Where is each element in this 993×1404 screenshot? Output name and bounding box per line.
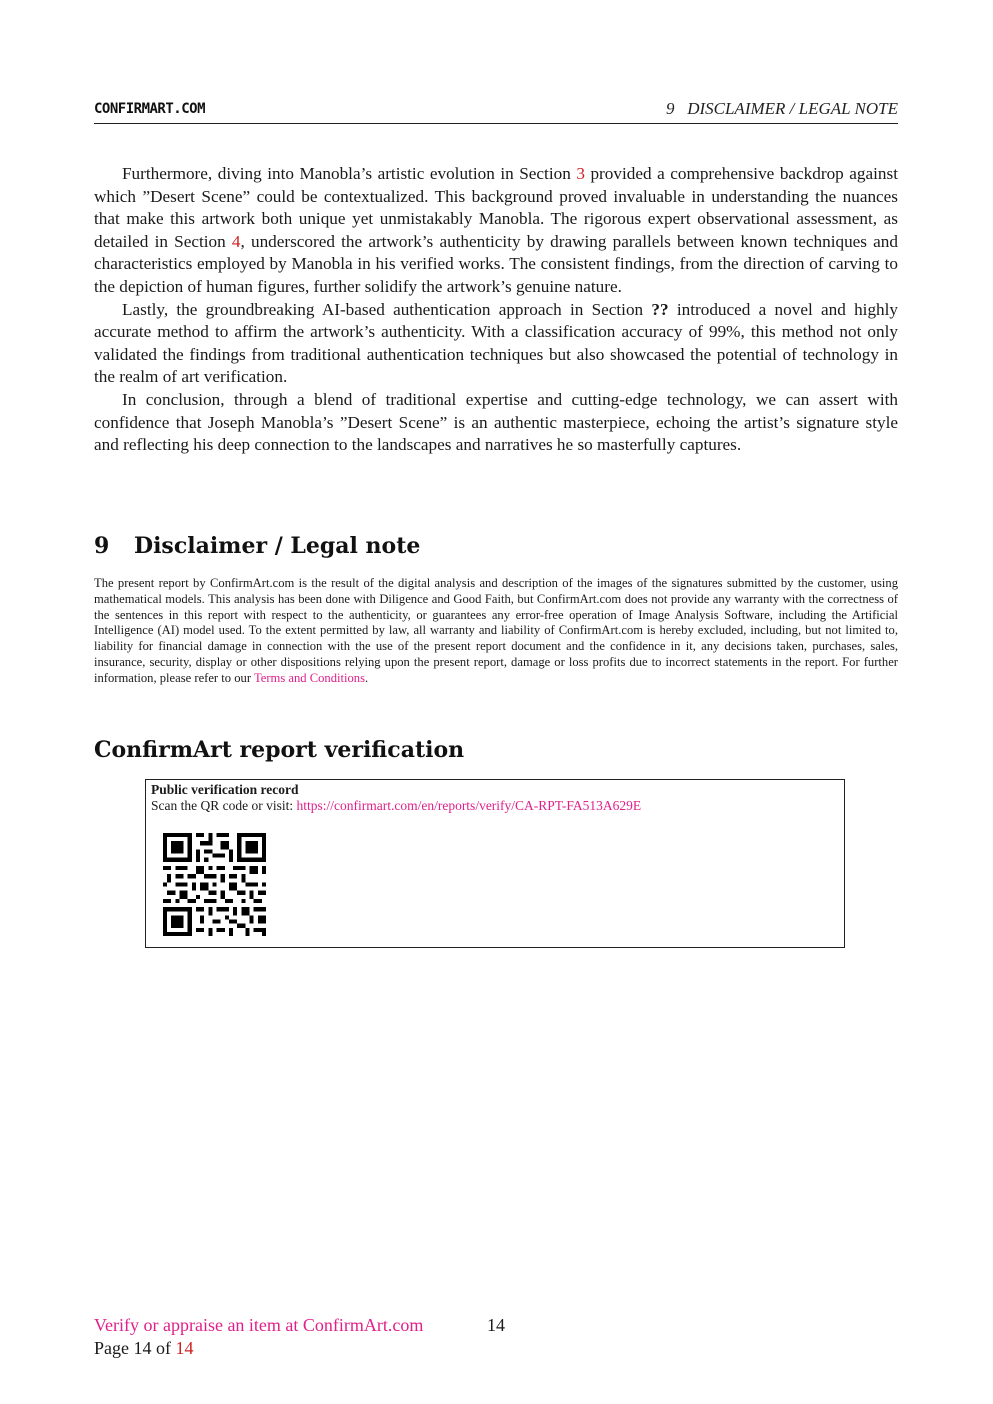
page-prefix: Page 14 of [94,1338,176,1358]
page-counter [94,1338,193,1359]
p2-text-b: introduced a novel and highly accurate method to affirm the artwork’s authenticity. With a classification accuracy of 99%, this method not only validated the findings from traditional authentication techniques but also showcased the potential of technology in the realm of art verification. [94,299,898,387]
footer-confirmart-link[interactable]: Verify or appraise an item at ConfirmArt.com [94,1315,424,1335]
paragraph-1 [94,163,898,299]
disclaimer-body: The present report by ConfirmArt.com is the result of the digital analysis and description of the images of the signatures submitted by the customer, using mathematical models. This analysis has been done with Diligence and Good Faith, but ConfirmArt.com does not provide any warranty with the correctness of the sentences in this report with respect to the authenticity, or guarantees any error-free operation of Image Analysis Software, including the Artificial Intelligence (AI) model used. To the extent permitted by law, all warranty and liability of ConfirmArt.com is hereby excluded, including, but not limited to, liability for financial damage in connection with the use of the present report document and the confidence in it, any decisions taken, purchases, sales, insurance, security, display or other dispositions relying upon the present report, damage or loss profits due to incorrect statements in the report. For further information, please refer to our [94,576,898,685]
paragraph-3: In conclusion, through a blend of traditional expertise and cutting-edge technology, we can assert with confidence that Joseph Manobla’s ”Desert Scene” is an authentic masterpiece, echoing the artist’s signature style and reflecting his deep connection to the landscapes and narratives he so masterfully captures. [94,389,898,455]
verification-box-title: Public verification record [151,782,299,797]
section-4-ref-link[interactable]: 4 [231,231,241,251]
terms-and-conditions-link[interactable]: Terms and Conditions [253,670,365,685]
unresolved-section-ref: ?? [651,299,669,319]
section-9-heading [94,533,420,559]
last-page-link[interactable]: 14 [175,1338,194,1358]
page-header [94,97,898,124]
section-3-ref-link[interactable]: 3 [576,164,585,183]
p1-text-a: Furthermore, diving into Manobla’s artistic evolution in Section [122,164,577,183]
verification-heading: ConfirmArt report verification [94,737,465,763]
disclaimer-text [94,576,898,687]
section-number: 9 [94,533,110,559]
verification-url-link[interactable]: https://confirmart.com/en/reports/verify/CA-RPT-FA513A629E [296,798,642,813]
qr-code-icon[interactable] [163,833,266,936]
scan-instructions: Scan the QR code or visit: [151,798,297,813]
footer-page-number: 14 [487,1315,505,1335]
verification-record-box [145,779,845,948]
confirmart-logo[interactable]: CONFIRMART.COM [94,101,206,117]
verification-scan-line [151,798,641,814]
p2-text-a: Lastly, the groundbreaking AI-based authentication approach in Section [122,299,652,319]
p1-text-b: provided a comprehensive backdrop against which ”Desert Scene” could be contextualized. This background proved invaluable in understanding the nuances that make this artwork both unique yet unmistakably Manobla. The rigorous expert observational assessment, as detailed in Section [94,164,898,251]
p1-text-c: , underscored the artwork’s authenticity by drawing parallels between known techniques and characteristics employed by Manobla in his verified works. The consistent findings, from the direction of carving to the depiction of human figures, further solidify the artwork’s genuine nature. [94,231,898,296]
section-title: Disclaimer / Legal note [134,533,421,559]
running-title: 9 DISCLAIMER / LEGAL NOTE [665,99,898,118]
disclaimer-end: . [365,670,369,685]
conclusion-text [94,163,898,457]
paragraph-2 [94,299,898,389]
